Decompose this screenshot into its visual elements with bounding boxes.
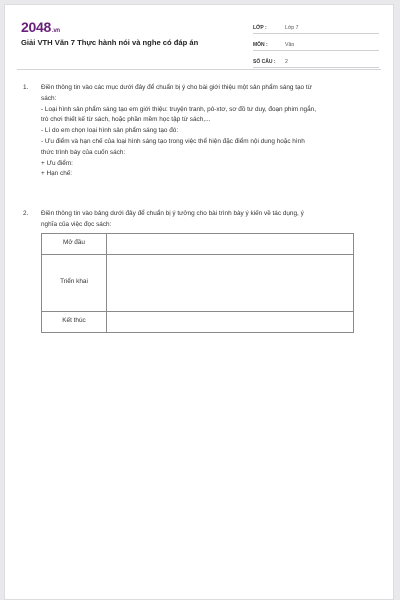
question-number: 2.: [23, 210, 29, 217]
table-row: [42, 233, 354, 254]
question-line: + Hạn chế:: [41, 170, 73, 178]
answer-table: [41, 233, 354, 333]
meta-row-count: [253, 53, 379, 68]
question-line: + Ưu điểm:: [41, 159, 73, 167]
meta-row-subject: [253, 36, 379, 51]
question-line: thức trình bày của cuốn sách:: [41, 148, 126, 156]
question-line: - Ưu điểm và hạn chế của loại hình sáng tạo trong việc thể hiện đặc điểm nội dung hoặc hình: [41, 137, 305, 145]
question-1: [23, 83, 375, 180]
site-logo[interactable]: [21, 19, 60, 35]
logo-text: 2048: [21, 19, 51, 35]
meta-value: 2: [285, 59, 288, 65]
question-line: Điền thông tin vào bảng dưới đây để chuẩn bị ý tưởng cho bài trình bày ý kiến về tác dụng, ý: [41, 210, 304, 217]
answer-cell[interactable]: [107, 254, 354, 311]
logo-suffix: .vn: [51, 28, 60, 34]
question-2: [23, 209, 375, 333]
answer-cell[interactable]: [107, 233, 354, 254]
meta-label: LỚP :: [253, 25, 267, 31]
question-line: trò chơi thiết kế từ sách, hoặc phần mềm học tập từ sách,...: [41, 116, 211, 124]
document-page: [4, 4, 394, 600]
question-line: Điền thông tin vào các mục dưới đây để chuẩn bị ý cho bài giới thiệu một sản phẩm sáng tạo từ: [41, 84, 312, 91]
question-line: nghĩa của việc đọc sách:: [41, 220, 112, 228]
meta-value: Văn: [285, 42, 295, 48]
table-row: [42, 311, 354, 332]
meta-label: MÔN :: [253, 42, 268, 48]
meta-value: Lớp 7: [285, 25, 299, 31]
question-body: [41, 83, 375, 180]
question-line: - Lí do em chọn loại hình sản phẩm sáng tạo đó:: [41, 127, 179, 135]
header-divider: [17, 69, 381, 70]
question-line: - Loại hình sản phẩm sáng tạo em giới thiệu: truyện tranh, pô-xtơ, sơ đồ tư duy, đoạn phim ngắn,: [41, 105, 316, 113]
row-label: Triển khai: [42, 254, 107, 311]
question-line: sách:: [41, 94, 57, 102]
question-body: [41, 209, 375, 231]
meta-row-class: [253, 19, 379, 34]
answer-cell[interactable]: [107, 311, 354, 332]
meta-panel: [253, 19, 379, 70]
question-number: 1.: [23, 84, 29, 91]
document-title: Giải VTH Văn 7 Thực hành nói và nghe có đáp án: [21, 38, 199, 47]
row-label: Kết thúc: [42, 311, 107, 332]
table-row: [42, 254, 354, 311]
row-label: Mở đầu: [42, 233, 107, 254]
meta-label: SỐ CÂU :: [253, 59, 276, 65]
